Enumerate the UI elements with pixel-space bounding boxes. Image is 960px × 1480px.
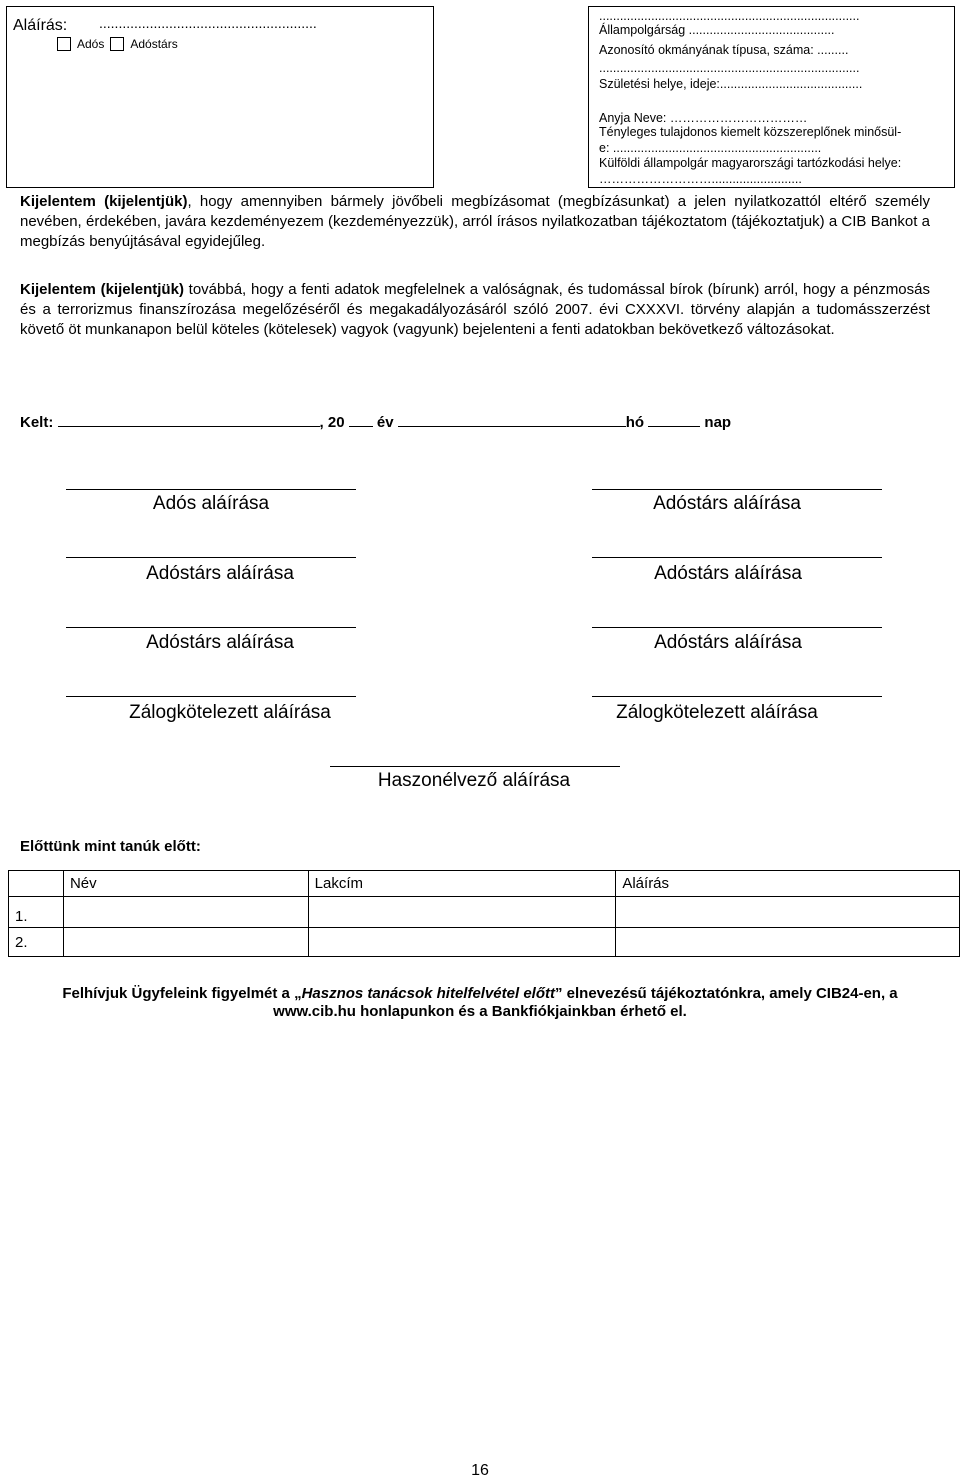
year-prefix: , 20 — [319, 414, 345, 431]
notice-text: Felhívjuk Ügyfeleink figyelmét a „ — [62, 985, 302, 1002]
declaration-bold: Kijelentem (kijelentjük) — [20, 281, 184, 298]
row-number: 1. — [9, 897, 64, 928]
codebtor-checkbox[interactable] — [110, 37, 124, 51]
pep-line: Tényleges tulajdonos kiemelt közszereplőnek minősül- — [599, 125, 902, 139]
column-header-address: Lakcím — [308, 871, 616, 897]
notice-paragraph — [20, 985, 940, 1021]
signature-box — [6, 6, 434, 188]
column-header-signature: Aláírás — [616, 871, 960, 897]
pledgor-signature-label: Zálogkötelezett aláírása — [129, 702, 331, 723]
notice-title: Hasznos tanácsok hitelfelvétel előtt — [301, 985, 555, 1002]
name-cell[interactable] — [63, 928, 308, 957]
table-header-row — [9, 871, 960, 897]
signature-line[interactable] — [592, 696, 882, 697]
codebtor-signature-label: Adóstárs aláírása — [146, 632, 294, 653]
mother-name-line: Anyja Neve: …………………………… — [599, 111, 808, 125]
signature-line[interactable] — [66, 696, 356, 697]
row-number: 2. — [9, 928, 64, 957]
notice-text: ” elnevezésű tájékoztatónkra, amely CIB24-en, a www.cib.hu honlapunkon és a Bankfiókjainkban érhető el. — [273, 985, 898, 1020]
place-field[interactable] — [58, 414, 320, 427]
declaration-bold: Kijelentem (kijelentjük) — [20, 193, 188, 210]
year-label: év — [376, 414, 394, 431]
date-line — [20, 414, 731, 431]
codebtor-signature-label: Adóstárs aláírása — [146, 563, 294, 584]
signature-line[interactable] — [66, 627, 356, 628]
signature-line[interactable] — [330, 766, 620, 767]
day-label: nap — [704, 414, 732, 431]
day-field[interactable] — [648, 414, 700, 427]
personal-data-box — [588, 6, 955, 188]
table-cell — [9, 871, 64, 897]
signature-line[interactable] — [66, 557, 356, 558]
name-cell[interactable] — [63, 897, 308, 928]
codebtor-checkbox-label: Adóstárs — [130, 37, 178, 51]
declaration-paragraph-1 — [20, 192, 930, 252]
signature-dots: ........................................................ — [99, 15, 317, 31]
codebtor-signature-label: Adóstárs aláírása — [653, 493, 801, 514]
signature-cell[interactable] — [616, 897, 960, 928]
month-field[interactable] — [398, 414, 626, 427]
address-cell[interactable] — [308, 897, 616, 928]
data-line: ........................................................................... — [599, 61, 860, 75]
foreign-residence-dots: ……………………….......................... — [599, 172, 802, 186]
signature-line[interactable] — [592, 557, 882, 558]
foreign-residence-line: Külföldi állampolgár magyarországi tartózkodási helye: — [599, 156, 902, 170]
column-header-name: Név — [63, 871, 308, 897]
year-field[interactable] — [349, 414, 373, 427]
signature-label: Aláírás: — [13, 17, 68, 34]
data-line: ........................................................................... — [599, 9, 860, 23]
signature-line[interactable] — [66, 489, 356, 490]
signature-cell[interactable] — [616, 928, 960, 957]
signature-line[interactable] — [592, 627, 882, 628]
birth-line: Születési helye, ideje:......................................... — [599, 77, 863, 91]
debtor-checkbox[interactable] — [57, 37, 71, 51]
pep-line-cont: e: ............................................................ — [599, 141, 822, 155]
table-row — [9, 928, 960, 957]
debtor-signature-label: Adós aláírása — [152, 493, 270, 514]
usufructuary-signature-label: Haszonélvező aláírása — [377, 770, 571, 791]
declaration-text: , hogy amennyiben bármely jövőbeli megbízásomat (megbízásunkat) a jelen nyilatkozattól eltérő személy nevében, érdekében, javára kezdeményezem (kezdeményezzük), arról írásos nyilatkozatban tájékoztatom (tájékoztatjuk) a CIB Bankot a megbízás benyújtásával egyidejűleg. — [20, 193, 931, 250]
declaration-text: továbbá, hogy a fenti adatok megfelelnek a valóságnak, és tudomással bírok (bírunk) arról, hogy a pénzmosás és a terrorizmus finanszírozása megelőzéséről és megakadályozásáról szóló 2007. évi CXXXVI. törvény alapján a tudomásszerzést követő öt munkanapon belül köteles (kötelesek) vagyok (vagyunk) bejelenteni a fenti adatokban bekövetkező változásokat. — [20, 281, 930, 338]
witnesses-table — [8, 870, 960, 957]
address-cell[interactable] — [308, 928, 616, 957]
witnesses-heading: Előttünk mint tanúk előtt: — [20, 838, 201, 855]
codebtor-signature-label: Adóstárs aláírása — [654, 632, 802, 653]
codebtor-signature-label: Adóstárs aláírása — [654, 563, 802, 584]
declaration-paragraph-2 — [20, 280, 930, 340]
month-label: hó — [625, 414, 645, 431]
debtor-checkbox-label: Adós — [77, 37, 105, 51]
signature-line[interactable] — [592, 489, 882, 490]
page-number: 16 — [471, 1462, 489, 1479]
pledgor-signature-label: Zálogkötelezett aláírása — [616, 702, 818, 723]
table-row — [9, 897, 960, 928]
id-document-line: Azonosító okmányának típusa, száma: ......... — [599, 43, 849, 57]
date-label: Kelt: — [20, 414, 54, 431]
citizenship-line: Állampolgárság .......................................... — [599, 23, 835, 37]
role-checkboxes — [57, 37, 184, 51]
